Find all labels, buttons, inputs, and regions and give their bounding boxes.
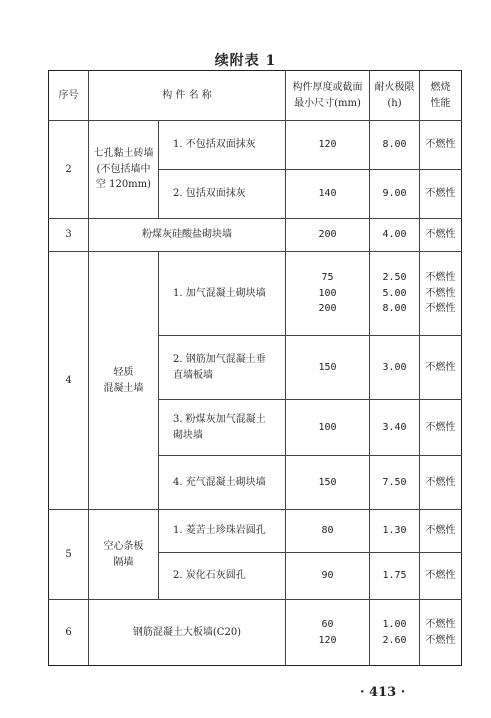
burn-line: 不燃性	[425, 272, 456, 284]
item-label: 1. 菱苦土珍珠岩圆孔	[159, 510, 286, 553]
header-thickness-line1: 构件厚度或截面	[292, 82, 363, 93]
table-row	[49, 510, 462, 553]
item-label-line: 2. 钢筋加气混凝土垂	[173, 354, 266, 365]
thickness-line: 100	[318, 287, 337, 299]
fire-value: 7.50	[370, 456, 420, 510]
fire-value: 4.00	[370, 219, 420, 252]
burn-value: 不燃性	[420, 219, 462, 252]
burn-line: 不燃性	[425, 287, 456, 299]
fire-line: 5.00	[382, 287, 407, 299]
item-label: 2. 炭化石灰圆孔	[159, 553, 286, 600]
burn-value: 不燃性	[420, 336, 462, 400]
row-name-line: 隔墙	[113, 556, 134, 568]
fire-value: 1.75	[370, 553, 420, 600]
header-component: 构 件 名 称	[89, 71, 286, 121]
header-burn	[420, 71, 462, 121]
table-row	[49, 121, 462, 170]
item-label: 1. 不包括双面抹灰	[159, 121, 286, 170]
header-index: 序号	[49, 71, 89, 121]
row-index: 5	[49, 510, 89, 600]
burn-value: 不燃性	[420, 170, 462, 219]
thickness-value: 150	[286, 456, 370, 510]
header-burn-line1: 燃烧	[430, 82, 451, 93]
thickness-value	[286, 252, 370, 336]
fire-line: 2.60	[382, 634, 407, 646]
row-index: 2	[49, 121, 89, 219]
header-fire	[370, 71, 420, 121]
item-label-line: 3. 粉煤灰加气混凝土	[173, 414, 266, 425]
burn-line: 不燃性	[425, 303, 456, 315]
thickness-value: 100	[286, 400, 370, 456]
thickness-line: 60	[321, 619, 334, 630]
burn-value	[420, 600, 462, 666]
fire-value	[370, 600, 420, 666]
table-row	[49, 219, 462, 252]
burn-value: 不燃性	[420, 456, 462, 510]
thickness-value: 150	[286, 336, 370, 400]
item-label-line: 直墙板墙	[173, 369, 213, 381]
row-name-line: 空心条板	[103, 541, 144, 552]
table-row	[49, 252, 462, 336]
burn-value: 不燃性	[420, 553, 462, 600]
burn-line: 不燃性	[425, 634, 456, 646]
thickness-value	[286, 600, 370, 666]
burn-value: 不燃性	[420, 510, 462, 553]
row-name-line: 七孔黏土砖墙	[93, 148, 154, 160]
header-thickness	[286, 71, 370, 121]
fire-line: 8.00	[382, 303, 407, 315]
header-fire-line1: 耐火极限	[374, 82, 415, 93]
fire-line: 2.50	[382, 272, 407, 284]
fire-value: 8.00	[370, 121, 420, 170]
item-label	[159, 400, 286, 456]
item-label: 1. 加气混凝土砌块墙	[159, 252, 286, 336]
page-number: · 413 ·	[360, 685, 406, 700]
row-index: 3	[49, 219, 89, 252]
fire-line: 1.00	[382, 619, 407, 630]
burn-value: 不燃性	[420, 121, 462, 170]
fire-value	[370, 252, 420, 336]
table-row	[49, 600, 462, 666]
thickness-value: 90	[286, 553, 370, 600]
row-name-line: 轻质	[113, 367, 134, 378]
fire-value: 9.00	[370, 170, 420, 219]
row-name: 钢筋混凝土大板墙(C20)	[89, 600, 286, 666]
thickness-value: 140	[286, 170, 370, 219]
row-name	[89, 121, 159, 219]
row-name	[89, 252, 159, 510]
fire-value: 3.40	[370, 400, 420, 456]
fire-resistance-table	[48, 70, 462, 666]
fire-value: 1.30	[370, 510, 420, 553]
row-name-line: 混凝土墙	[103, 382, 144, 394]
row-name	[89, 510, 159, 600]
header-fire-line2: (h)	[387, 97, 402, 109]
header-burn-line2: 性能	[430, 97, 451, 109]
item-label: 2. 包括双面抹灰	[159, 170, 286, 219]
thickness-value: 80	[286, 510, 370, 553]
row-index: 4	[49, 252, 89, 510]
thickness-line: 200	[318, 303, 337, 315]
burn-line: 不燃性	[425, 619, 456, 630]
header-thickness-line2: 最小尺寸(mm)	[294, 97, 361, 109]
header-row	[49, 71, 462, 121]
item-label: 4. 充气混凝土砌块墙	[159, 456, 286, 510]
table-title: 续附表 1	[214, 53, 277, 69]
row-name: 粉煤灰硅酸盐砌块墙	[89, 219, 286, 252]
thickness-line: 120	[318, 634, 337, 646]
burn-value	[420, 252, 462, 336]
row-index: 6	[49, 600, 89, 666]
fire-value: 3.00	[370, 336, 420, 400]
burn-value: 不燃性	[420, 400, 462, 456]
row-name-line: (不包括墙中	[96, 163, 151, 175]
item-label	[159, 336, 286, 400]
thickness-value: 120	[286, 121, 370, 170]
thickness-line: 75	[321, 272, 334, 284]
thickness-value: 200	[286, 219, 370, 252]
item-label-line: 砌块墙	[173, 429, 203, 441]
row-name-line: 空 120mm)	[95, 179, 152, 191]
